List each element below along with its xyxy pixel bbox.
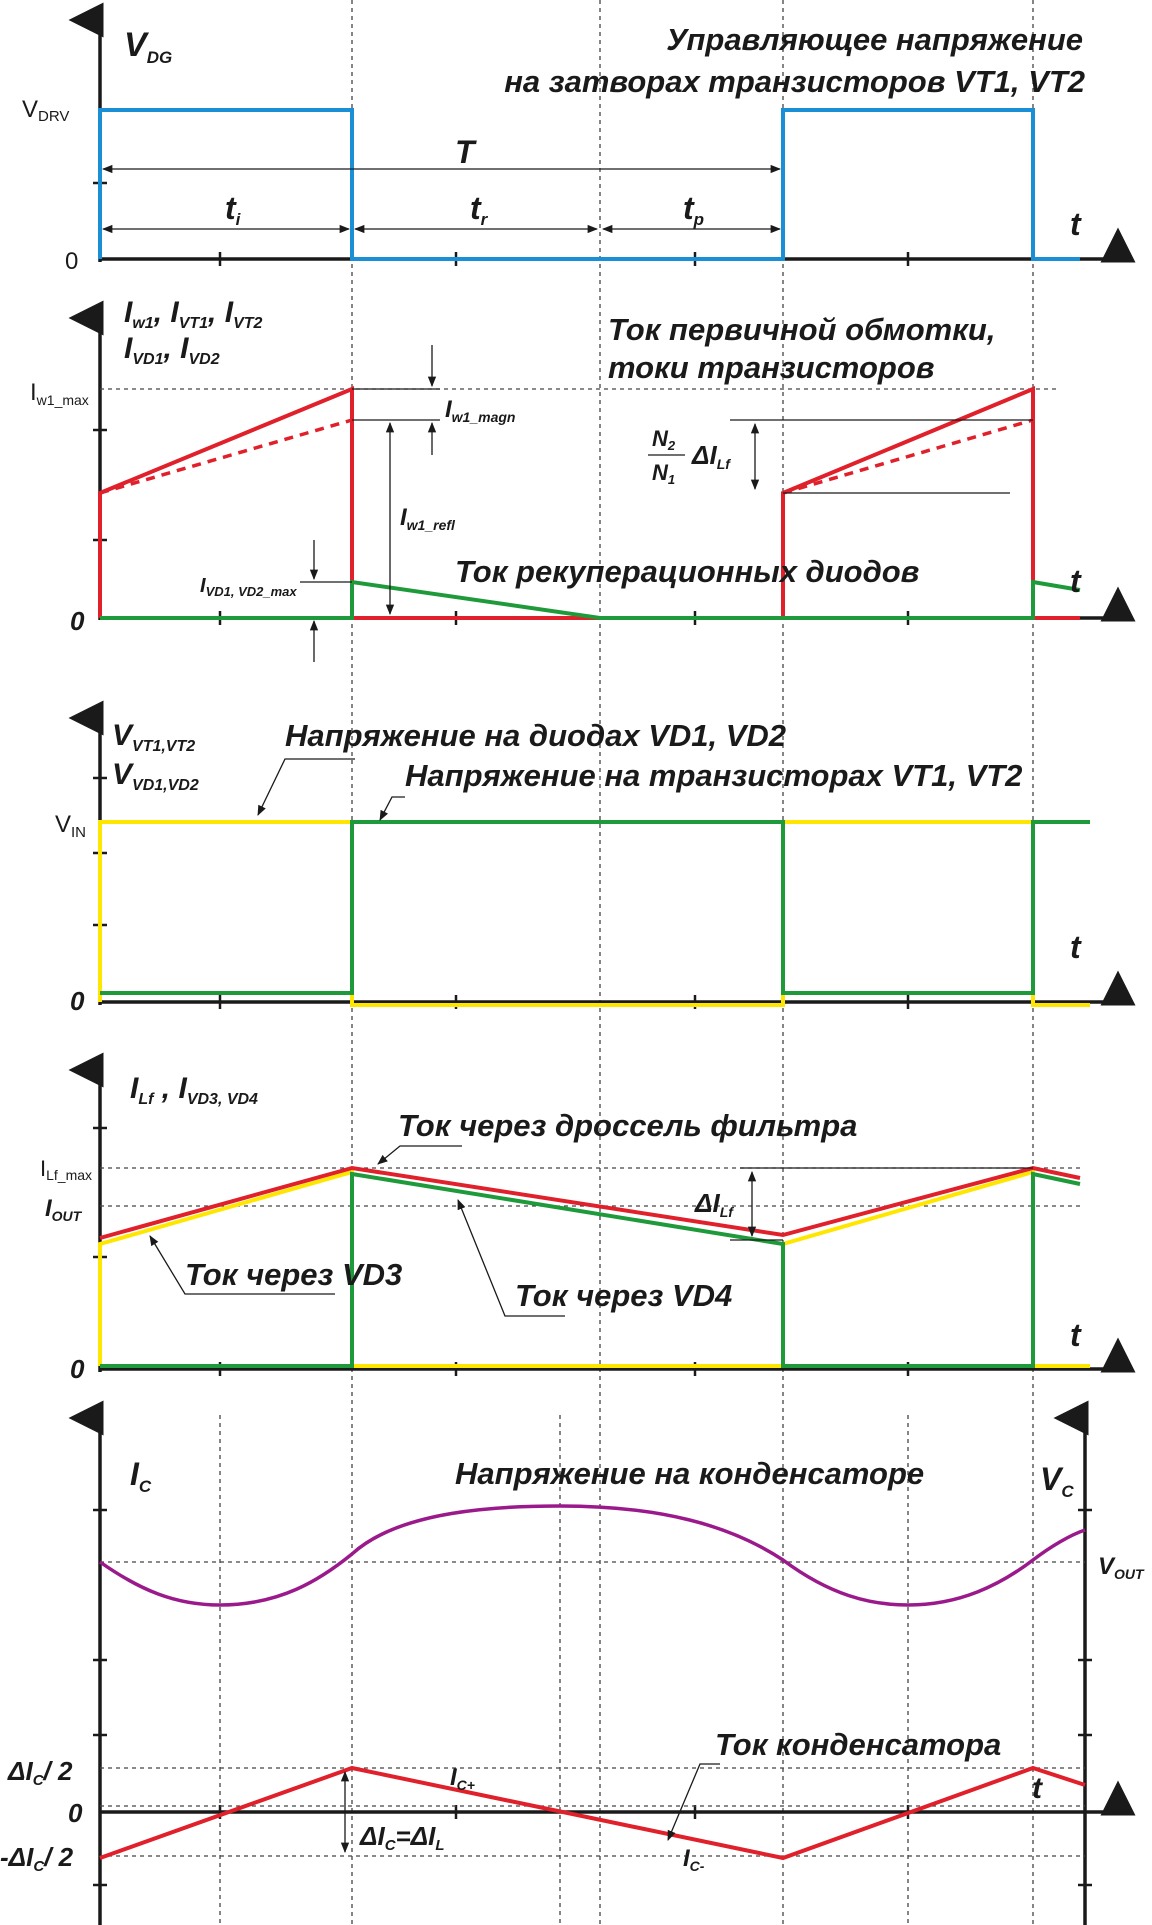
transistor-leader-line bbox=[380, 797, 405, 820]
vd3-title: Ток через VD3 bbox=[185, 1257, 403, 1292]
zero-label: 0 bbox=[68, 1798, 83, 1828]
ti-label: ti bbox=[225, 190, 241, 229]
ilf-max-label: ILf_max bbox=[40, 1156, 93, 1183]
y-axis-label-line2: $I_{VD1}$, $I_{VD2}$ bbox=[124, 332, 220, 368]
y-axis-label-line1: $V_{VT1,VT2}$ bbox=[112, 719, 196, 755]
t-axis-label: t bbox=[1032, 1772, 1042, 1805]
tp-label: tp bbox=[683, 190, 705, 229]
magnetizing-current-dashed-2 bbox=[783, 420, 1033, 493]
zero-label: 0 bbox=[70, 986, 85, 1016]
t-axis-label: t bbox=[1070, 563, 1081, 599]
diode-voltage-waveform bbox=[100, 822, 1090, 1005]
tr-label: tr bbox=[470, 190, 488, 229]
t-axis-label: t bbox=[1070, 206, 1081, 242]
panel-primary-current bbox=[30, 296, 1118, 662]
delta-label: ΔILf bbox=[692, 440, 730, 472]
frac-n2: N2 bbox=[652, 426, 676, 453]
minus-level-label: -ΔIC/ 2 bbox=[0, 1842, 74, 1875]
y-axis-label: $I_C$ bbox=[130, 1456, 152, 1496]
plus-level-label: ΔIC/ 2 bbox=[8, 1756, 73, 1789]
t-axis-label: t bbox=[1070, 929, 1081, 965]
panel2-title-line2: токи транзисторов bbox=[608, 350, 935, 385]
axis-ticks bbox=[93, 183, 908, 266]
panel1-title-line2: на затворах транзисторов VT1, VT2 bbox=[504, 64, 1085, 99]
axis-ticks bbox=[93, 778, 908, 1009]
period-label: T bbox=[455, 134, 475, 170]
panel-capacitor bbox=[0, 1418, 1145, 1925]
y-axis-label: $V_{DG}$ bbox=[124, 26, 173, 67]
choke-leader-line bbox=[378, 1146, 462, 1164]
panel-choke-current bbox=[40, 1070, 1118, 1384]
y-axis-label-line2: $V_{VD1,VD2}$ bbox=[112, 758, 199, 794]
axis-ticks bbox=[93, 1510, 1092, 1885]
capacitor-current-leader-line bbox=[668, 1764, 720, 1840]
imagn-label: $I_{w1\_magn}$ bbox=[445, 396, 516, 425]
delta-label: ΔILf bbox=[695, 1188, 733, 1220]
vin-label: $V_{IN}$ bbox=[55, 811, 87, 841]
transistor-voltage-waveform bbox=[100, 822, 1090, 993]
gate-voltage-waveform bbox=[100, 110, 1080, 259]
irefl-label: $I_{w1\_refl}$ bbox=[400, 504, 455, 533]
axis-ticks bbox=[93, 1128, 908, 1376]
delta-eq-label: ΔIC=ΔIL bbox=[360, 1821, 445, 1854]
ic-plus-label: $I_{C+}$ bbox=[450, 1764, 475, 1793]
vertical-time-gridlines bbox=[220, 0, 1033, 1925]
panel1-title-line1: Управляющее напряжение bbox=[666, 22, 1083, 57]
iout-label: $I_{OUT}$ bbox=[45, 1195, 82, 1224]
y-axis-label: $I_{Lf}$ , $I_{VD3, VD4}$ bbox=[130, 1072, 258, 1108]
diode-voltage-title: Напряжение на диодах VD1, VD2 bbox=[285, 718, 787, 753]
choke-current-title: Ток через дроссель фильтра bbox=[398, 1108, 858, 1143]
imax-label: $I_{w1\_max}$ bbox=[30, 379, 89, 408]
t-axis-label: t bbox=[1070, 1317, 1081, 1353]
vd4-title: Ток через VD4 bbox=[515, 1278, 733, 1313]
ivd-label: $I_{VD1, VD2\_max}$ bbox=[200, 575, 297, 599]
panel2-title-line1: Ток первичной обмотки, bbox=[608, 312, 996, 347]
capacitor-voltage-waveform bbox=[100, 1506, 1085, 1605]
zero-label: 0 bbox=[65, 248, 79, 275]
transistor-voltage-title: Напряжение на транзисторах VT1, VT2 bbox=[405, 758, 1023, 793]
ic-minus-label: $I_{C-}$ bbox=[683, 1845, 705, 1874]
capacitor-voltage-title: Напряжение на конденсаторе bbox=[455, 1456, 925, 1491]
diode-leader-line bbox=[258, 759, 355, 815]
vout-label: $V_{OUT}$ bbox=[1098, 1553, 1144, 1582]
y-axis-label-line1: $I_{w1}$, $I_{VT1}$, $I_{VT2}$ bbox=[124, 296, 263, 332]
diode-current-title: Ток рекуперационных диодов bbox=[455, 554, 920, 589]
capacitor-current-title: Ток конденсатора bbox=[715, 1727, 1002, 1762]
zero-label: 0 bbox=[70, 606, 85, 636]
magnetizing-current-dashed bbox=[100, 420, 352, 493]
zero-label: 0 bbox=[70, 1354, 85, 1384]
frac-n1: N1 bbox=[652, 460, 676, 487]
panel-gate-voltage bbox=[22, 20, 1118, 275]
panel-voltages bbox=[55, 718, 1118, 1016]
vc-label: $V_C$ bbox=[1040, 1461, 1074, 1501]
vdrv-label: VDRV bbox=[22, 96, 70, 125]
